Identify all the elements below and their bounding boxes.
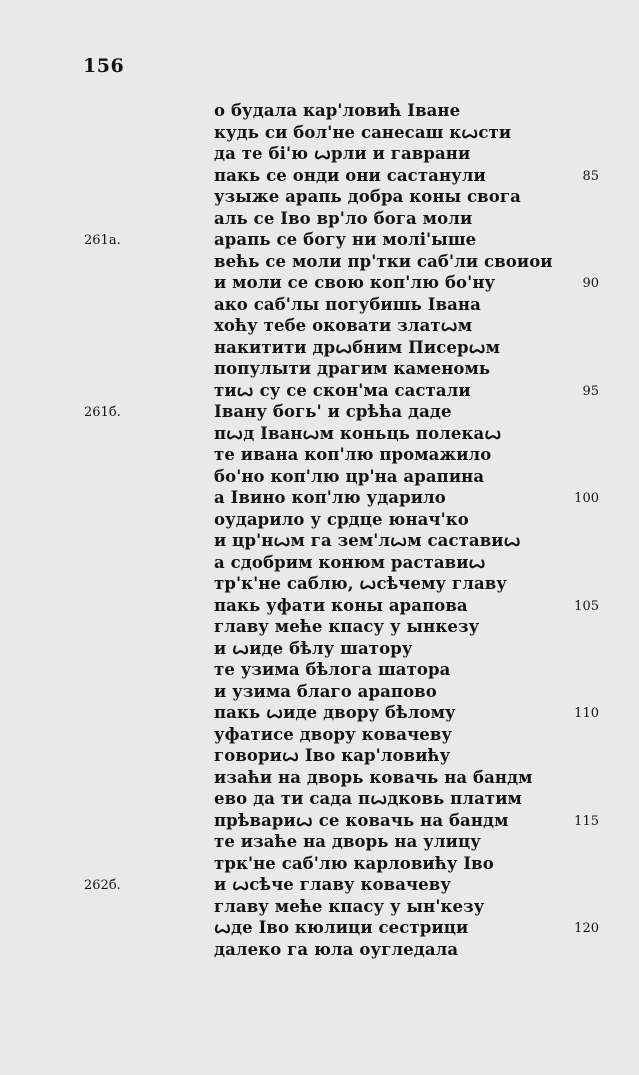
poem-line: уфатисе двору ковачеву: [214, 724, 453, 744]
poem-line: тиꙍ су се скон'ма састали: [214, 380, 471, 400]
poem-line: хоћу тебе оковати златꙍм: [214, 316, 473, 335]
poem-line: узыже арапь добра коны свога: [214, 187, 521, 206]
poem-line: далеко га юла оугледала: [214, 939, 459, 959]
poem-line: Івану богь' и срѣћа даде: [214, 402, 452, 421]
poem-line: пакь ꙍиде двору бѣлому: [214, 703, 456, 722]
line-number: 110: [574, 706, 599, 721]
folio-marker: 262б.: [84, 878, 121, 893]
poem-line: ево да ти сада пꙍдковь платим: [214, 789, 522, 808]
poem-line: те узима бѣлога шатора: [214, 660, 451, 679]
poem-line: оударило у срдце юнач'ко: [214, 509, 469, 529]
poem-line: арапь се богу ни молі'ыше: [214, 230, 477, 249]
poem-line: говориꙍ Іво кар'ловићу: [214, 746, 451, 765]
poem-line: ако саб'лы погубишь Івана: [214, 294, 481, 314]
poem-line: главу меће кпасу у ынкезу: [214, 617, 480, 636]
poem-line: аль се Іво вр'ло бога моли: [214, 208, 473, 228]
poem-line: и цр'нꙍм га зем'лꙍм саставиꙍ: [214, 531, 521, 550]
poem-line: пакь се онди они састанули: [214, 165, 486, 185]
poem-line: изаћи на дворь ковачь на бандм: [214, 767, 533, 787]
poem-line: и ꙍиде бѣлу шатору: [214, 638, 413, 658]
poem-line: те изаће на дворь на улицу: [214, 832, 481, 851]
line-number: 90: [582, 276, 599, 291]
poem-line: већь се моли пр'тки саб'ли своиои: [214, 251, 553, 271]
poem-line: трк'не саб'лю карловићу Іво: [214, 853, 494, 873]
poem-line: пакь уфати коны арапова: [214, 595, 468, 615]
poem-line: да те бі'ю ꙍрли и гаврани: [214, 144, 471, 163]
poem-line: те ивана коп'лю промажило: [214, 445, 492, 464]
poem-line: ꙍде Іво кюлици сестрици: [214, 918, 469, 937]
line-number: 120: [574, 921, 599, 936]
poem-line: и ꙍсѣче главу ковачеву: [214, 875, 451, 894]
poem-line: накитити дрꙍбним Писерꙍм: [214, 337, 501, 357]
poem-line: пꙍд Іванꙍм коньць полекаꙍ: [214, 423, 502, 443]
poem-line: и моли се свою коп'лю бо'ну: [214, 273, 496, 292]
poem-line: а сдобрим конюм раставиꙍ: [214, 552, 486, 572]
poem-line: кудь си бол'не санесаш кꙍсти: [214, 122, 512, 142]
page-number: 156: [83, 55, 125, 77]
poem-line: тр'к'не саблю, ꙍсѣчему главу: [214, 574, 507, 593]
poem-line: и узима благо арапово: [214, 681, 437, 701]
line-number: 100: [574, 491, 599, 506]
poem-line: популыти драгим каменомь: [214, 359, 491, 378]
line-number: 85: [582, 168, 599, 184]
line-number: 115: [574, 813, 599, 829]
folio-marker: 261а.: [84, 233, 121, 248]
poem-line: а Івино коп'лю ударило: [214, 488, 446, 507]
line-number: 105: [574, 598, 599, 614]
folio-marker: 261б.: [84, 405, 121, 420]
line-number: 95: [582, 383, 599, 399]
poem-line: о будала кар'ловић Іване: [214, 101, 461, 120]
poem-line: главу меће кпасу у ын'кезу: [214, 896, 485, 916]
poem-line: бо'но коп'лю цр'на арапина: [214, 466, 485, 486]
poem-line: прѣвариꙍ се ковачь на бандм: [214, 810, 509, 830]
